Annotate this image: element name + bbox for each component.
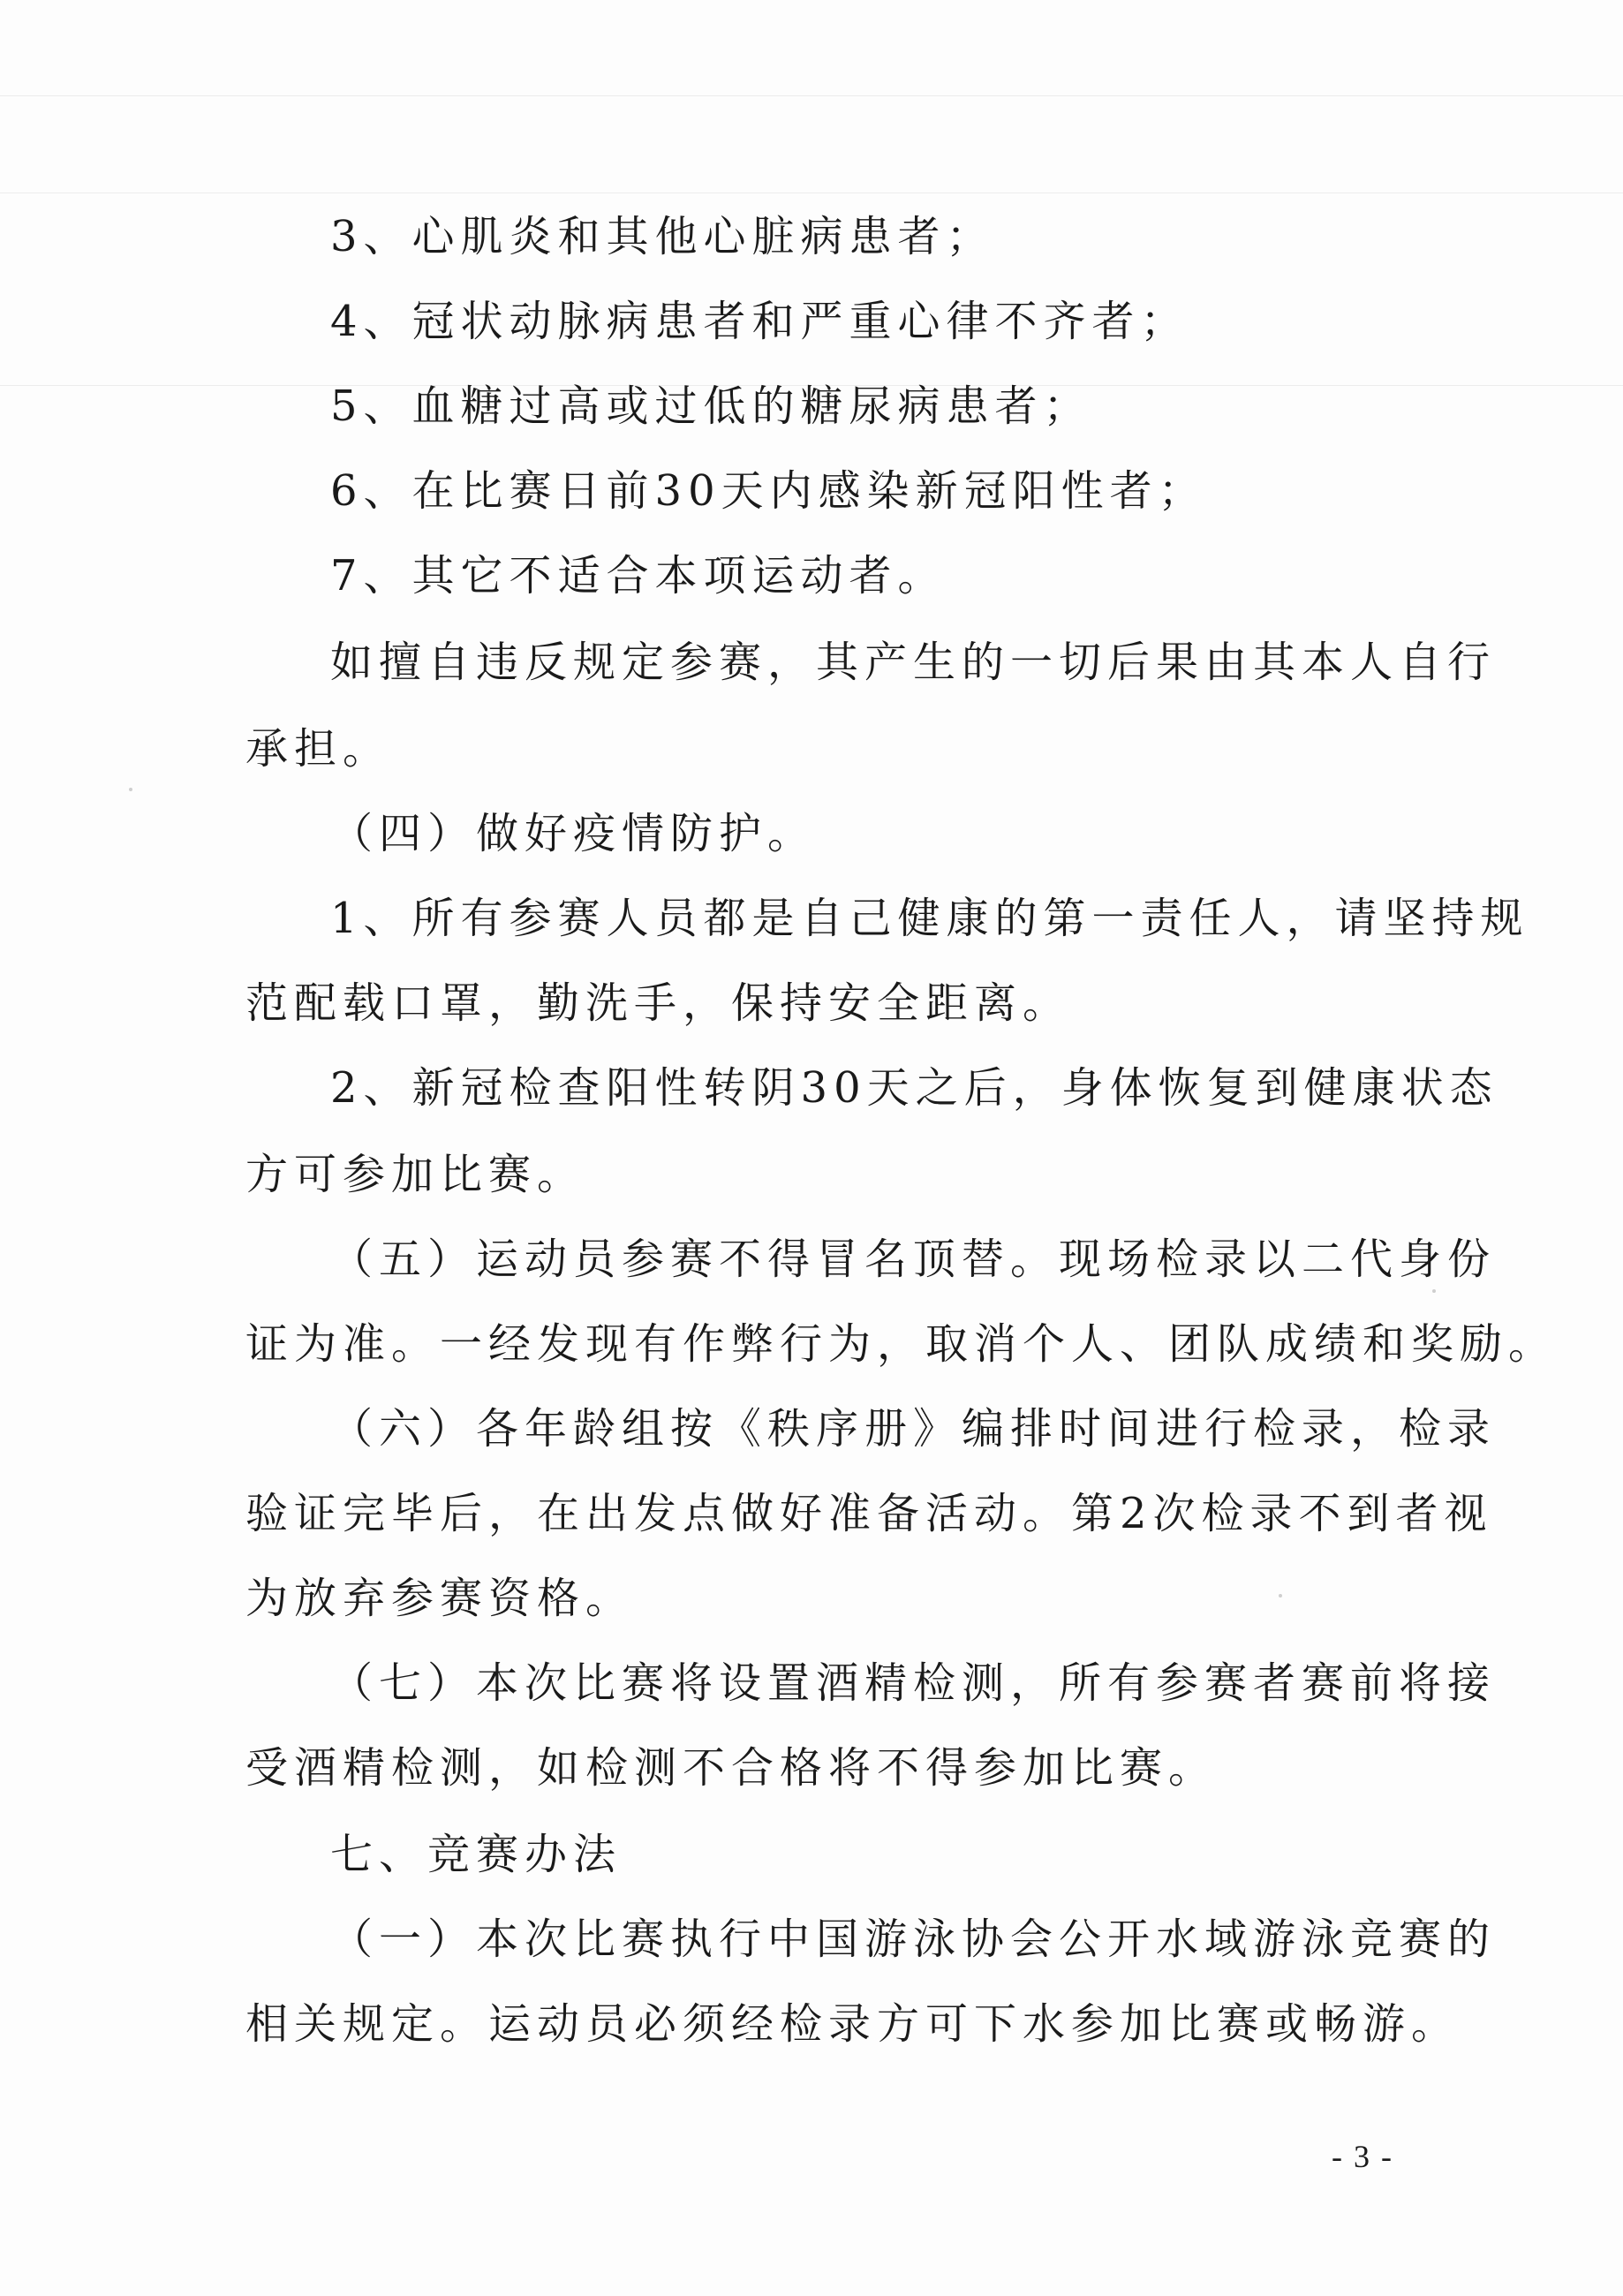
section-heading-7: 七、竞赛办法 (330, 1830, 623, 1879)
list-item-5: 5、血糖过高或过低的糖尿病患者； (330, 381, 1092, 431)
paragraph-line: （五）运动员参赛不得冒名顶替。现场检录以二代身份 (330, 1235, 1497, 1284)
section-heading-4: （四）做好疫情防护。 (330, 809, 817, 858)
scan-artifact-dot (129, 788, 132, 791)
paragraph-line: 如擅自违反规定参赛，其产生的一切后果由其本人自行 (330, 638, 1497, 687)
list-item-4: 4、冠状动脉病患者和严重心律不齐者； (330, 297, 1189, 346)
paragraph-line: 验证完毕后，在出发点做好准备活动。第2次检录不到者视 (245, 1489, 1493, 1538)
paragraph-line: （一）本次比赛执行中国游泳协会公开水域游泳竞赛的 (330, 1915, 1497, 1964)
list-item-3: 3、心肌炎和其他心脏病患者； (330, 212, 995, 261)
list-item-6: 6、在比赛日前30天内感染新冠阳性者； (330, 466, 1207, 516)
scan-artifact-line (0, 95, 1623, 96)
paragraph-line: 为放弃参赛资格。 (245, 1574, 635, 1623)
paragraph-line: 证为准。一经发现有作弊行为，取消个人、团队成绩和奖励。 (245, 1319, 1558, 1369)
list-item-7: 7、其它不适合本项运动者。 (330, 551, 947, 600)
paragraph-line: 承担。 (245, 724, 392, 774)
scan-artifact-dot (1279, 1594, 1282, 1597)
paragraph-line: 相关规定。运动员必须经检录方可下水参加比赛或畅游。 (245, 1999, 1461, 2049)
paragraph-line: 范配载口罩，勤洗手，保持安全距离。 (245, 978, 1072, 1028)
paragraph-line: 1、所有参赛人员都是自己健康的第一责任人，请坚持规 (330, 894, 1529, 943)
paragraph-line: （七）本次比赛将设置酒精检测，所有参赛者赛前将接 (330, 1658, 1497, 1708)
scan-artifact-dot (1432, 1289, 1436, 1293)
paragraph-line: 方可参加比赛。 (245, 1150, 586, 1199)
paragraph-line: 2、新冠检查阳性转阴30天之后，身体恢复到健康状态 (330, 1063, 1498, 1113)
page-number: - 3 - (1332, 2139, 1393, 2174)
paragraph-line: （六）各年龄组按《秩序册》编排时间进行检录，检录 (330, 1404, 1497, 1454)
paragraph-line: 受酒精检测，如检测不合格将不得参加比赛。 (245, 1743, 1218, 1793)
